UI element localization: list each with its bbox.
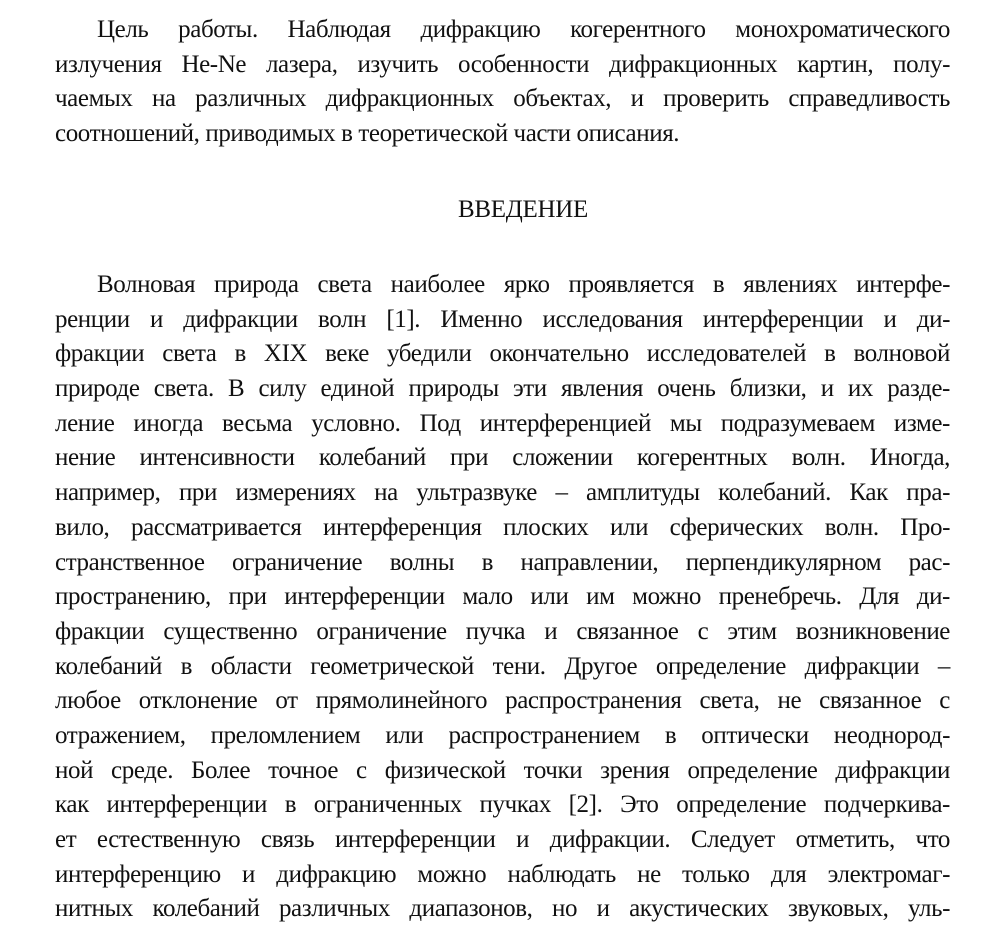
text-line: Волновая природа света наиболее ярко проявляется в явлениях интерфе- — [97, 271, 950, 298]
text-line: колебаний в области геометрической тени. Другое определение дифракции – — [55, 652, 950, 680]
text-line: странственное ограничение волны в направлении, перпендикулярном рас- — [55, 548, 950, 576]
text-line: ной среде. Более точное с физической точки зрения определение дифракции — [55, 756, 950, 784]
text-line: нение интенсивности колебаний при сложении когерентных волн. Иногда, — [55, 444, 950, 472]
text-line: например, при измерениях на ультразвуке – амплитуды колебаний. Как пра- — [55, 479, 950, 507]
text-line: излучения He-Ne лазера, изучить особенности дифракционных картин, полу- — [55, 50, 950, 78]
text-line: ренции и дифракции волн [1]. Именно исследования интерференции и ди- — [55, 305, 950, 333]
text-line: соотношений, приводимых в теоретической части описания. — [55, 120, 680, 148]
text-line: пространению, при интерференции мало или им можно пренебречь. Для ди- — [55, 583, 950, 611]
purpose-paragraph — [55, 13, 950, 152]
text-line: вило, рассматривается интерференция плоских или сферических волн. Про- — [55, 513, 950, 541]
text-line: природе света. В силу единой природы эти явления очень близки, и их разде- — [55, 375, 950, 403]
text-line: фракции существенно ограничение пучка и связанное с этим возникновение — [55, 617, 950, 645]
text-line: Цель работы. Наблюдая дифракцию когерентного монохроматического — [97, 16, 950, 43]
text-line: любое отклонение от прямолинейного распространения света, не связанное с — [55, 687, 950, 715]
text-line: отражением, преломлением или распространением в оптически неоднород- — [55, 721, 950, 749]
text-line: фракции света в XIX веке убедили окончательно исследователей в волновой — [55, 340, 950, 368]
text-line: как интерференции в ограниченных пучках [2]. Это определение подчеркива- — [55, 791, 950, 819]
text-line: интерференцию и дифракцию можно наблюдать не только для электромаг- — [55, 860, 950, 888]
text-line: ет естественную связь интерференции и дифракции. Следует отметить, что — [55, 826, 950, 853]
text-line: чаемых на различных дифракционных объектах, и проверить справедливость — [55, 85, 950, 113]
text-line: ление иногда весьма условно. Под интерференцией мы подразумеваем изме- — [55, 409, 950, 437]
text-line: нитных колебаний различных диапазонов, но и акустических звуковых, уль- — [55, 895, 950, 923]
intro-paragraph — [55, 268, 950, 927]
section-heading: ВВЕДЕНИЕ — [458, 196, 588, 223]
